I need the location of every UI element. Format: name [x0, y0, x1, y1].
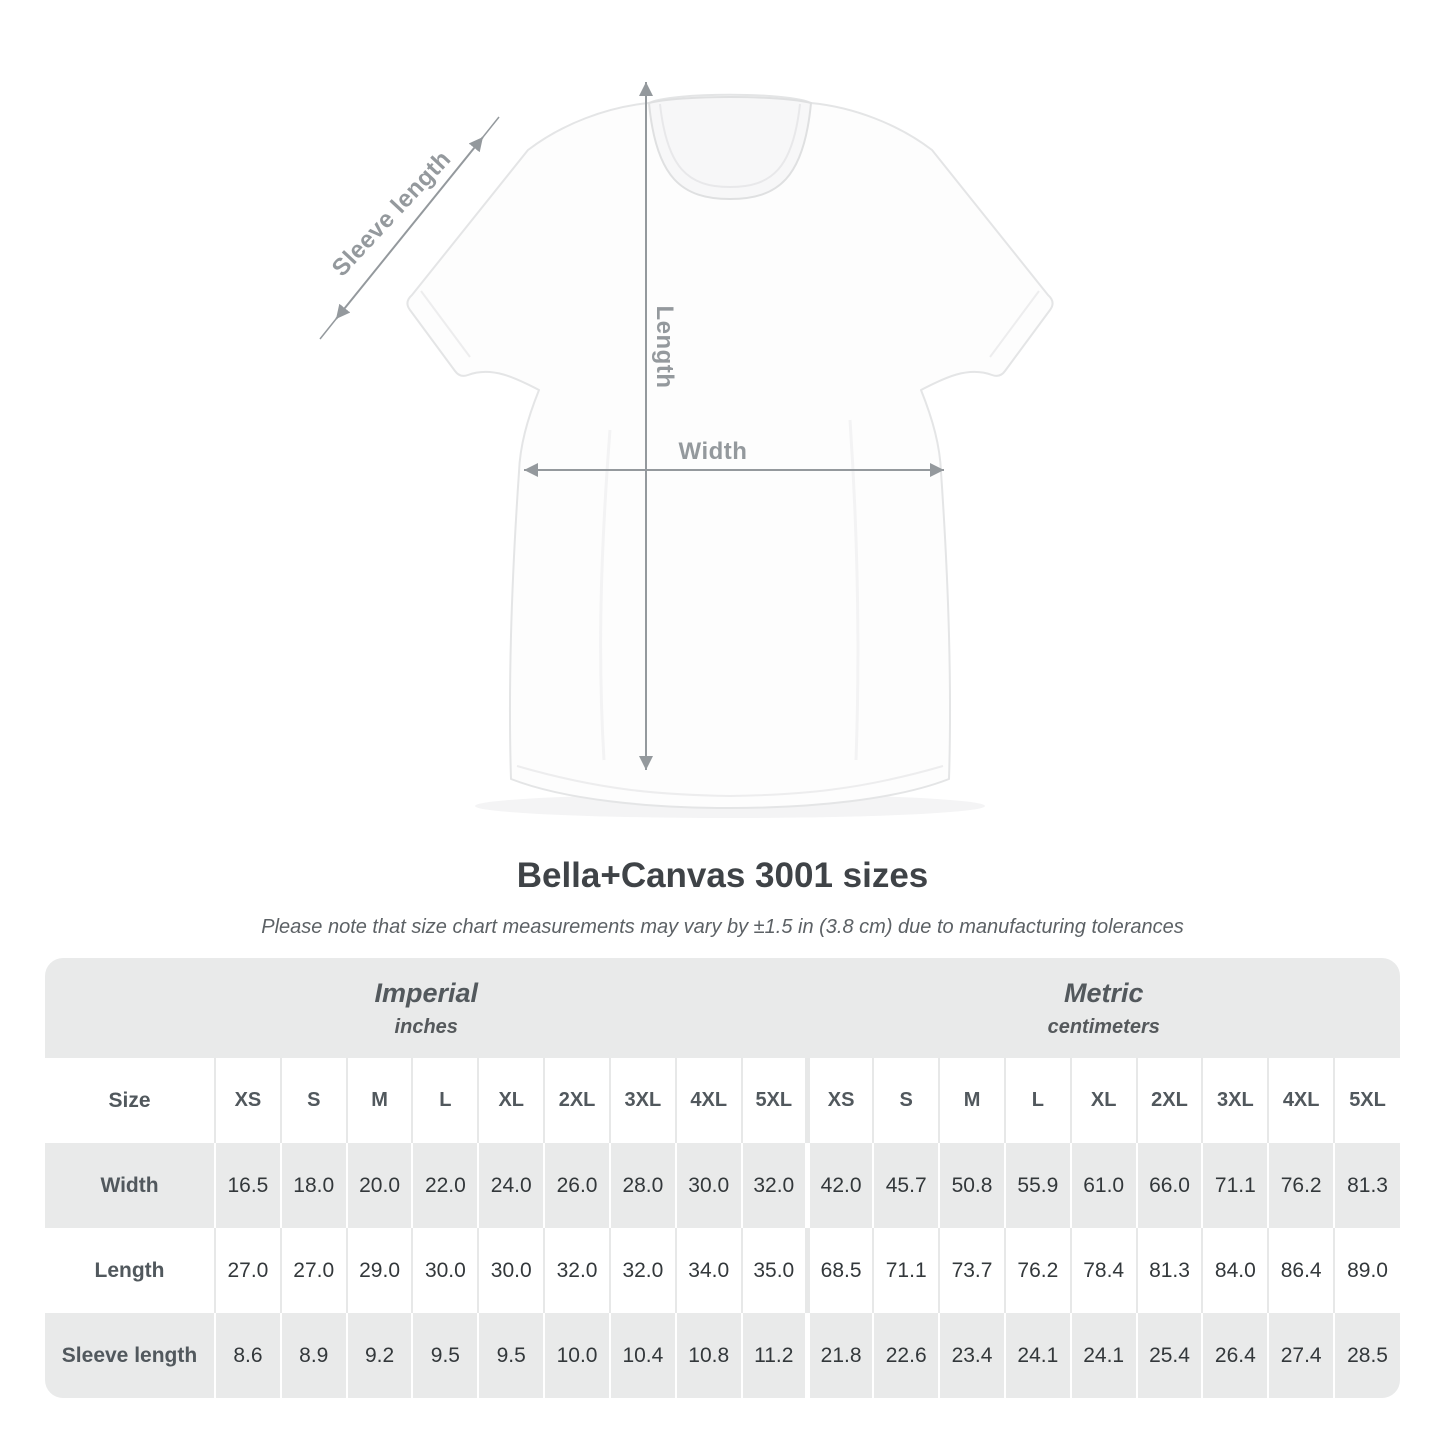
- measurement-cell: 8.6: [215, 1313, 281, 1398]
- size-col-header: S: [873, 1058, 939, 1143]
- measurement-cell: 25.4: [1137, 1313, 1203, 1398]
- metric-unit: centimeters: [1047, 1015, 1160, 1038]
- width-label: Width: [678, 438, 748, 465]
- measurement-cell: 30.0: [412, 1228, 478, 1313]
- measurement-cell: 32.0: [742, 1143, 808, 1228]
- size-col-header: L: [412, 1058, 478, 1143]
- measurement-cell: 24.1: [1071, 1313, 1137, 1398]
- measurement-cell: 34.0: [676, 1228, 742, 1313]
- measurement-cell: 28.0: [610, 1143, 676, 1228]
- measurement-cell: 32.0: [610, 1228, 676, 1313]
- measurement-cell: 50.8: [939, 1143, 1005, 1228]
- measurement-cell: 28.5: [1334, 1313, 1400, 1398]
- measurement-cell: 22.6: [873, 1313, 939, 1398]
- measurement-cell: 66.0: [1137, 1143, 1203, 1228]
- measurement-cell: 30.0: [676, 1143, 742, 1228]
- measurement-cell: 20.0: [347, 1143, 413, 1228]
- measurement-cell: 21.8: [807, 1313, 873, 1398]
- measurement-cell: 89.0: [1334, 1228, 1400, 1313]
- measurement-cell: 73.7: [939, 1228, 1005, 1313]
- size-col-header: 4XL: [1268, 1058, 1334, 1143]
- measurement-cell: 10.8: [676, 1313, 742, 1398]
- measurement-cell: 76.2: [1005, 1228, 1071, 1313]
- measurement-cell: 61.0: [1071, 1143, 1137, 1228]
- measurement-cell: 86.4: [1268, 1228, 1334, 1313]
- row-label: Width: [45, 1143, 215, 1228]
- measurement-cell: 32.0: [544, 1228, 610, 1313]
- measurement-cell: 81.3: [1334, 1143, 1400, 1228]
- size-col-header: XL: [478, 1058, 544, 1143]
- measurement-cell: 8.9: [281, 1313, 347, 1398]
- size-header: Size: [45, 1058, 215, 1143]
- table-row-sleeve-length: [45, 1313, 1400, 1398]
- imperial-unit: inches: [394, 1015, 458, 1038]
- measurement-cell: 22.0: [412, 1143, 478, 1228]
- size-col-header: M: [939, 1058, 1005, 1143]
- measurement-cell: 68.5: [807, 1228, 873, 1313]
- imperial-section-header: [45, 958, 807, 1058]
- measurement-cell: 26.4: [1202, 1313, 1268, 1398]
- measurement-cell: 11.2: [742, 1313, 808, 1398]
- unit-band-row: [45, 958, 1400, 1058]
- size-col-header: 5XL: [742, 1058, 808, 1143]
- tolerance-note: Please note that size chart measurements may vary by ±1.5 in (3.8 cm) due to manufacturing tolerances: [261, 916, 1184, 938]
- measurement-cell: 24.0: [478, 1143, 544, 1228]
- measurement-cell: 35.0: [742, 1228, 808, 1313]
- size-col-header: 2XL: [544, 1058, 610, 1143]
- measurement-cell: 10.0: [544, 1313, 610, 1398]
- measurement-cell: 24.1: [1005, 1313, 1071, 1398]
- measurement-cell: 30.0: [478, 1228, 544, 1313]
- table-row-width: [45, 1143, 1400, 1228]
- measurement-cell: 27.0: [281, 1228, 347, 1313]
- row-label: Length: [45, 1228, 215, 1313]
- measurement-cell: 16.5: [215, 1143, 281, 1228]
- imperial-title: Imperial: [374, 977, 478, 1008]
- sleeve-length-label: Sleeve length: [326, 145, 457, 282]
- measurement-cell: 55.9: [1005, 1143, 1071, 1228]
- length-label: Length: [651, 305, 678, 389]
- size-table: [45, 958, 1400, 1398]
- size-col-header: XS: [215, 1058, 281, 1143]
- measurement-cell: 26.0: [544, 1143, 610, 1228]
- measurement-cell: 71.1: [1202, 1143, 1268, 1228]
- measurement-cell: 9.5: [478, 1313, 544, 1398]
- size-col-header: L: [1005, 1058, 1071, 1143]
- measurement-cell: 18.0: [281, 1143, 347, 1228]
- measurement-cell: 71.1: [873, 1228, 939, 1313]
- measurement-cell: 42.0: [807, 1143, 873, 1228]
- size-col-header: S: [281, 1058, 347, 1143]
- size-col-header: XL: [1071, 1058, 1137, 1143]
- measurement-cell: 10.4: [610, 1313, 676, 1398]
- page-title: Bella+Canvas 3001 sizes: [516, 856, 929, 895]
- metric-title: Metric: [1063, 977, 1144, 1008]
- measurement-cell: 9.2: [347, 1313, 413, 1398]
- measurement-cell: 9.5: [412, 1313, 478, 1398]
- measurement-cell: 27.4: [1268, 1313, 1334, 1398]
- size-col-header: 4XL: [676, 1058, 742, 1143]
- measurement-cell: 23.4: [939, 1313, 1005, 1398]
- measurement-cell: 45.7: [873, 1143, 939, 1228]
- measurement-cell: 84.0: [1202, 1228, 1268, 1313]
- row-label: Sleeve length: [45, 1313, 215, 1398]
- size-col-header: M: [347, 1058, 413, 1143]
- size-col-header: XS: [807, 1058, 873, 1143]
- size-col-header: 2XL: [1137, 1058, 1203, 1143]
- measurement-cell: 76.2: [1268, 1143, 1334, 1228]
- size-chart-table: [45, 958, 1400, 1398]
- measurement-cell: 27.0: [215, 1228, 281, 1313]
- size-col-header: 3XL: [610, 1058, 676, 1143]
- size-col-header: 5XL: [1334, 1058, 1400, 1143]
- size-col-header: 3XL: [1202, 1058, 1268, 1143]
- measurement-cell: 81.3: [1137, 1228, 1203, 1313]
- measurement-cell: 29.0: [347, 1228, 413, 1313]
- metric-section-header: [807, 958, 1400, 1058]
- size-header-row: [45, 1058, 1400, 1143]
- measurement-cell: 78.4: [1071, 1228, 1137, 1313]
- table-row-length: [45, 1228, 1400, 1313]
